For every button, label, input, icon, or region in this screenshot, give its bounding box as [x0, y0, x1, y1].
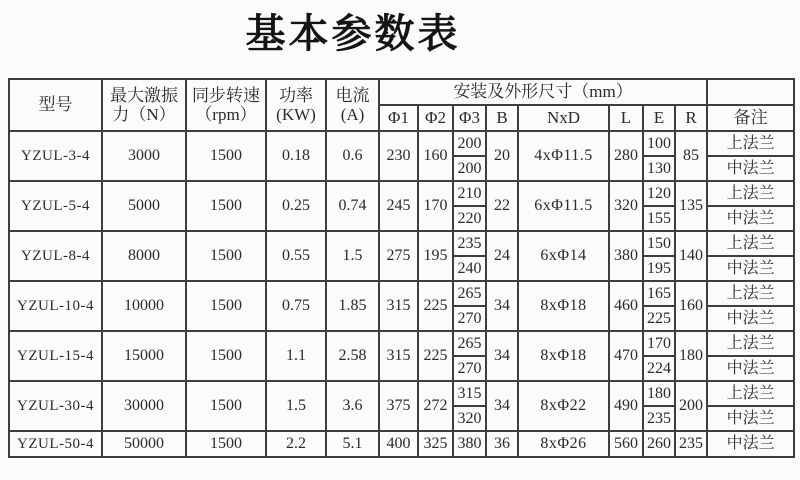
header-sync-speed [186, 79, 266, 131]
power-cell: 0.75 [266, 281, 326, 331]
remark-top-cell: 上法兰 [707, 381, 794, 406]
header-phi3: Φ3 [453, 105, 486, 131]
r-cell: 235 [675, 431, 707, 457]
remark-bottom-cell: 中法兰 [707, 256, 794, 281]
model-cell: YZUL-5-4 [9, 181, 102, 231]
header-sync-speed-line2: （rpm） [195, 105, 257, 124]
header-max-force-line1: 最大激振 [110, 85, 178, 105]
remark-cell: 中法兰 [707, 431, 794, 457]
table-row [9, 181, 794, 206]
current-cell: 0.74 [326, 181, 379, 231]
header-max-force-line2: 力（N） [112, 105, 176, 124]
b-cell: 20 [486, 131, 518, 181]
r-cell: 180 [675, 331, 707, 381]
phi1-cell: 375 [379, 381, 418, 431]
e-cell: 260 [643, 431, 675, 457]
table-row [9, 381, 794, 406]
page-title: 基本参数表 [245, 11, 461, 56]
table-body [9, 131, 794, 457]
header-b: B [486, 105, 518, 131]
force-cell: 8000 [102, 231, 186, 281]
e-top-cell: 150 [643, 231, 675, 256]
header-dimensions-group: 安装及外形尺寸（mm） [379, 79, 707, 105]
nxd-cell: 6xΦ11.5 [518, 181, 609, 231]
current-cell: 3.6 [326, 381, 379, 431]
phi2-cell: 225 [418, 331, 453, 381]
phi2-cell: 272 [418, 381, 453, 431]
remark-top-cell: 上法兰 [707, 331, 794, 356]
force-cell: 5000 [102, 181, 186, 231]
speed-cell: 1500 [186, 381, 266, 431]
table-row [9, 331, 794, 356]
e-bottom-cell: 224 [643, 356, 675, 381]
phi2-cell: 325 [418, 431, 453, 457]
e-top-cell: 120 [643, 181, 675, 206]
r-cell: 140 [675, 231, 707, 281]
table-row [9, 231, 794, 256]
phi3-bottom-cell: 270 [453, 356, 486, 381]
e-bottom-cell: 130 [643, 156, 675, 181]
force-cell: 30000 [102, 381, 186, 431]
table-header [9, 79, 794, 131]
phi1-cell: 315 [379, 281, 418, 331]
phi2-cell: 225 [418, 281, 453, 331]
phi3-top-cell: 200 [453, 131, 486, 156]
remark-top-cell: 上法兰 [707, 181, 794, 206]
header-remark-spacer [707, 79, 794, 105]
l-cell: 460 [609, 281, 643, 331]
power-cell: 0.18 [266, 131, 326, 181]
e-bottom-cell: 235 [643, 406, 675, 431]
e-top-cell: 100 [643, 131, 675, 156]
remark-bottom-cell: 中法兰 [707, 206, 794, 231]
force-cell: 3000 [102, 131, 186, 181]
nxd-cell: 8xΦ18 [518, 281, 609, 331]
header-max-force [102, 79, 186, 131]
current-cell: 5.1 [326, 431, 379, 457]
phi2-cell: 160 [418, 131, 453, 181]
nxd-cell: 4xΦ11.5 [518, 131, 609, 181]
phi3-bottom-cell: 320 [453, 406, 486, 431]
e-bottom-cell: 225 [643, 306, 675, 331]
phi1-cell: 315 [379, 331, 418, 381]
b-cell: 34 [486, 281, 518, 331]
model-cell: YZUL-3-4 [9, 131, 102, 181]
phi3-cell: 380 [453, 431, 486, 457]
speed-cell: 1500 [186, 131, 266, 181]
e-bottom-cell: 195 [643, 256, 675, 281]
table-row [9, 131, 794, 156]
force-cell: 50000 [102, 431, 186, 457]
nxd-cell: 6xΦ14 [518, 231, 609, 281]
model-cell: YZUL-15-4 [9, 331, 102, 381]
b-cell: 34 [486, 381, 518, 431]
phi1-cell: 400 [379, 431, 418, 457]
nxd-cell: 8xΦ18 [518, 331, 609, 381]
power-cell: 1.1 [266, 331, 326, 381]
header-e: E [643, 105, 675, 131]
phi3-bottom-cell: 240 [453, 256, 486, 281]
speed-cell: 1500 [186, 181, 266, 231]
model-cell: YZUL-8-4 [9, 231, 102, 281]
header-r: R [675, 105, 707, 131]
nxd-cell: 8xΦ22 [518, 381, 609, 431]
e-top-cell: 180 [643, 381, 675, 406]
l-cell: 380 [609, 231, 643, 281]
phi3-top-cell: 265 [453, 331, 486, 356]
e-bottom-cell: 155 [643, 206, 675, 231]
phi3-top-cell: 315 [453, 381, 486, 406]
power-cell: 2.2 [266, 431, 326, 457]
speed-cell: 1500 [186, 281, 266, 331]
header-power-line2: (KW) [276, 105, 316, 124]
phi3-top-cell: 265 [453, 281, 486, 306]
phi1-cell: 245 [379, 181, 418, 231]
header-remark: 备注 [707, 105, 794, 131]
remark-top-cell: 上法兰 [707, 281, 794, 306]
phi3-bottom-cell: 220 [453, 206, 486, 231]
model-cell: YZUL-50-4 [9, 431, 102, 457]
remark-top-cell: 上法兰 [707, 131, 794, 156]
e-top-cell: 165 [643, 281, 675, 306]
current-cell: 1.85 [326, 281, 379, 331]
l-cell: 470 [609, 331, 643, 381]
b-cell: 34 [486, 331, 518, 381]
remark-bottom-cell: 中法兰 [707, 356, 794, 381]
parameters-table [8, 78, 795, 458]
phi1-cell: 275 [379, 231, 418, 281]
header-sync-speed-line1: 同步转速 [192, 85, 260, 105]
header-phi1: Φ1 [379, 105, 418, 131]
header-power [266, 79, 326, 131]
header-current-line2: (A) [340, 105, 365, 124]
remark-bottom-cell: 中法兰 [707, 306, 794, 331]
remark-top-cell: 上法兰 [707, 231, 794, 256]
header-current [326, 79, 379, 131]
l-cell: 320 [609, 181, 643, 231]
power-cell: 0.25 [266, 181, 326, 231]
power-cell: 0.55 [266, 231, 326, 281]
b-cell: 24 [486, 231, 518, 281]
current-cell: 1.5 [326, 231, 379, 281]
phi3-top-cell: 210 [453, 181, 486, 206]
speed-cell: 1500 [186, 331, 266, 381]
force-cell: 10000 [102, 281, 186, 331]
model-cell: YZUL-10-4 [9, 281, 102, 331]
l-cell: 560 [609, 431, 643, 457]
l-cell: 280 [609, 131, 643, 181]
header-phi2: Φ2 [418, 105, 453, 131]
remark-bottom-cell: 中法兰 [707, 156, 794, 181]
nxd-cell: 8xΦ26 [518, 431, 609, 457]
r-cell: 135 [675, 181, 707, 231]
power-cell: 1.5 [266, 381, 326, 431]
phi1-cell: 230 [379, 131, 418, 181]
header-power-line1: 功率 [279, 85, 313, 105]
r-cell: 160 [675, 281, 707, 331]
phi3-bottom-cell: 200 [453, 156, 486, 181]
b-cell: 22 [486, 181, 518, 231]
l-cell: 490 [609, 381, 643, 431]
table-row [9, 281, 794, 306]
current-cell: 2.58 [326, 331, 379, 381]
phi2-cell: 170 [418, 181, 453, 231]
r-cell: 200 [675, 381, 707, 431]
phi2-cell: 195 [418, 231, 453, 281]
phi3-bottom-cell: 270 [453, 306, 486, 331]
header-current-line1: 电流 [335, 85, 370, 105]
current-cell: 0.6 [326, 131, 379, 181]
r-cell: 85 [675, 131, 707, 181]
header-nxd: NxD [518, 105, 609, 131]
speed-cell: 1500 [186, 231, 266, 281]
header-l: L [609, 105, 643, 131]
phi3-top-cell: 235 [453, 231, 486, 256]
remark-bottom-cell: 中法兰 [707, 406, 794, 431]
speed-cell: 1500 [186, 431, 266, 457]
e-top-cell: 170 [643, 331, 675, 356]
b-cell: 36 [486, 431, 518, 457]
model-cell: YZUL-30-4 [9, 381, 102, 431]
table-row [9, 431, 794, 457]
header-model: 型号 [9, 79, 102, 131]
header-row-1 [9, 79, 794, 105]
force-cell: 15000 [102, 331, 186, 381]
